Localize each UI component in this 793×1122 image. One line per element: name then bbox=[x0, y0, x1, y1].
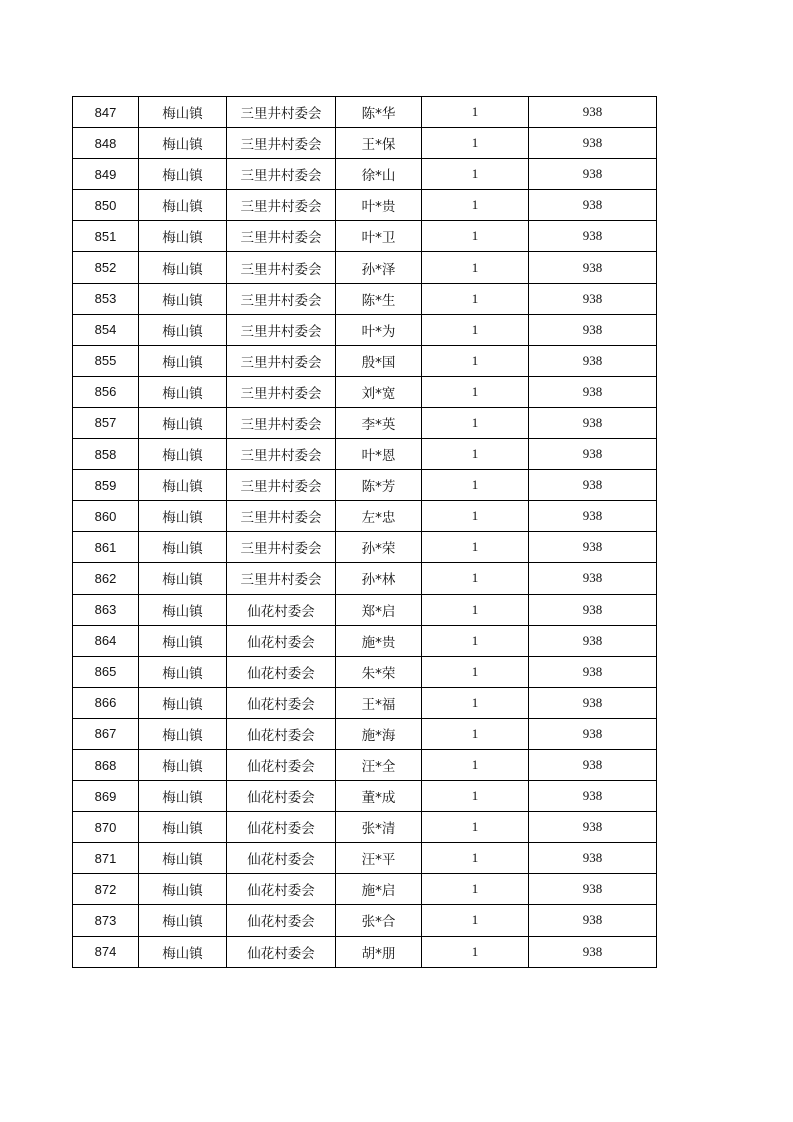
row-number-cell: 853 bbox=[73, 283, 139, 314]
table-row bbox=[73, 687, 657, 718]
row-number-cell: 854 bbox=[73, 314, 139, 345]
person-name-cell: 孙*林 bbox=[336, 563, 422, 594]
village-committee-cell: 仙花村委会 bbox=[227, 936, 336, 967]
person-name-cell: 陈*生 bbox=[336, 283, 422, 314]
person-name-cell: 胡*朋 bbox=[336, 936, 422, 967]
town-cell: 梅山镇 bbox=[139, 439, 227, 470]
table-row bbox=[73, 749, 657, 780]
town-cell: 梅山镇 bbox=[139, 812, 227, 843]
village-committee-cell: 仙花村委会 bbox=[227, 656, 336, 687]
table-row bbox=[73, 625, 657, 656]
row-number-cell: 866 bbox=[73, 687, 139, 718]
town-cell: 梅山镇 bbox=[139, 97, 227, 128]
count-cell: 1 bbox=[422, 252, 529, 283]
count-cell: 1 bbox=[422, 594, 529, 625]
amount-cell: 938 bbox=[529, 439, 657, 470]
count-cell: 1 bbox=[422, 190, 529, 221]
person-name-cell: 叶*恩 bbox=[336, 439, 422, 470]
village-committee-cell: 三里井村委会 bbox=[227, 376, 336, 407]
table-row bbox=[73, 905, 657, 936]
count-cell: 1 bbox=[422, 781, 529, 812]
person-name-cell: 郑*启 bbox=[336, 594, 422, 625]
person-name-cell: 左*忠 bbox=[336, 501, 422, 532]
count-cell: 1 bbox=[422, 749, 529, 780]
amount-cell: 938 bbox=[529, 781, 657, 812]
amount-cell: 938 bbox=[529, 936, 657, 967]
village-committee-cell: 三里井村委会 bbox=[227, 252, 336, 283]
village-committee-cell: 三里井村委会 bbox=[227, 283, 336, 314]
count-cell: 1 bbox=[422, 128, 529, 159]
amount-cell: 938 bbox=[529, 718, 657, 749]
count-cell: 1 bbox=[422, 407, 529, 438]
town-cell: 梅山镇 bbox=[139, 159, 227, 190]
count-cell: 1 bbox=[422, 159, 529, 190]
amount-cell: 938 bbox=[529, 563, 657, 594]
table-row bbox=[73, 314, 657, 345]
count-cell: 1 bbox=[422, 656, 529, 687]
village-committee-cell: 仙花村委会 bbox=[227, 843, 336, 874]
village-committee-cell: 三里井村委会 bbox=[227, 128, 336, 159]
village-committee-cell: 仙花村委会 bbox=[227, 905, 336, 936]
table-row bbox=[73, 532, 657, 563]
row-number-cell: 851 bbox=[73, 221, 139, 252]
town-cell: 梅山镇 bbox=[139, 128, 227, 159]
count-cell: 1 bbox=[422, 563, 529, 594]
table-row bbox=[73, 656, 657, 687]
row-number-cell: 863 bbox=[73, 594, 139, 625]
town-cell: 梅山镇 bbox=[139, 936, 227, 967]
count-cell: 1 bbox=[422, 718, 529, 749]
count-cell: 1 bbox=[422, 625, 529, 656]
table-row bbox=[73, 470, 657, 501]
row-number-cell: 862 bbox=[73, 563, 139, 594]
table-row bbox=[73, 97, 657, 128]
person-name-cell: 施*海 bbox=[336, 718, 422, 749]
table-row bbox=[73, 594, 657, 625]
village-committee-cell: 三里井村委会 bbox=[227, 159, 336, 190]
town-cell: 梅山镇 bbox=[139, 749, 227, 780]
town-cell: 梅山镇 bbox=[139, 563, 227, 594]
row-number-cell: 874 bbox=[73, 936, 139, 967]
row-number-cell: 867 bbox=[73, 718, 139, 749]
town-cell: 梅山镇 bbox=[139, 687, 227, 718]
row-number-cell: 865 bbox=[73, 656, 139, 687]
amount-cell: 938 bbox=[529, 128, 657, 159]
person-name-cell: 朱*荣 bbox=[336, 656, 422, 687]
amount-cell: 938 bbox=[529, 407, 657, 438]
table-row bbox=[73, 159, 657, 190]
count-cell: 1 bbox=[422, 439, 529, 470]
table-row bbox=[73, 563, 657, 594]
amount-cell: 938 bbox=[529, 314, 657, 345]
village-committee-cell: 仙花村委会 bbox=[227, 625, 336, 656]
person-name-cell: 叶*贵 bbox=[336, 190, 422, 221]
amount-cell: 938 bbox=[529, 749, 657, 780]
person-name-cell: 汪*平 bbox=[336, 843, 422, 874]
town-cell: 梅山镇 bbox=[139, 283, 227, 314]
row-number-cell: 849 bbox=[73, 159, 139, 190]
table-row bbox=[73, 190, 657, 221]
row-number-cell: 869 bbox=[73, 781, 139, 812]
amount-cell: 938 bbox=[529, 687, 657, 718]
row-number-cell: 850 bbox=[73, 190, 139, 221]
amount-cell: 938 bbox=[529, 812, 657, 843]
person-name-cell: 徐*山 bbox=[336, 159, 422, 190]
count-cell: 1 bbox=[422, 376, 529, 407]
village-committee-cell: 三里井村委会 bbox=[227, 439, 336, 470]
village-committee-cell: 三里井村委会 bbox=[227, 532, 336, 563]
person-name-cell: 王*保 bbox=[336, 128, 422, 159]
town-cell: 梅山镇 bbox=[139, 625, 227, 656]
table-row bbox=[73, 252, 657, 283]
row-number-cell: 870 bbox=[73, 812, 139, 843]
village-committee-cell: 三里井村委会 bbox=[227, 345, 336, 376]
table-row bbox=[73, 501, 657, 532]
town-cell: 梅山镇 bbox=[139, 874, 227, 905]
village-committee-cell: 三里井村委会 bbox=[227, 314, 336, 345]
person-name-cell: 陈*芳 bbox=[336, 470, 422, 501]
row-number-cell: 871 bbox=[73, 843, 139, 874]
village-committee-cell: 仙花村委会 bbox=[227, 718, 336, 749]
person-name-cell: 孙*泽 bbox=[336, 252, 422, 283]
amount-cell: 938 bbox=[529, 874, 657, 905]
table-body bbox=[73, 97, 657, 968]
town-cell: 梅山镇 bbox=[139, 905, 227, 936]
town-cell: 梅山镇 bbox=[139, 345, 227, 376]
count-cell: 1 bbox=[422, 812, 529, 843]
person-name-cell: 李*英 bbox=[336, 407, 422, 438]
village-committee-cell: 仙花村委会 bbox=[227, 812, 336, 843]
village-committee-cell: 三里井村委会 bbox=[227, 563, 336, 594]
table-row bbox=[73, 874, 657, 905]
row-number-cell: 872 bbox=[73, 874, 139, 905]
count-cell: 1 bbox=[422, 221, 529, 252]
amount-cell: 938 bbox=[529, 190, 657, 221]
row-number-cell: 868 bbox=[73, 749, 139, 780]
amount-cell: 938 bbox=[529, 594, 657, 625]
table-row bbox=[73, 283, 657, 314]
table-row bbox=[73, 221, 657, 252]
table-row bbox=[73, 718, 657, 749]
count-cell: 1 bbox=[422, 936, 529, 967]
town-cell: 梅山镇 bbox=[139, 470, 227, 501]
village-committee-cell: 三里井村委会 bbox=[227, 470, 336, 501]
table-row bbox=[73, 128, 657, 159]
table-row bbox=[73, 843, 657, 874]
town-cell: 梅山镇 bbox=[139, 656, 227, 687]
beneficiary-table bbox=[72, 96, 657, 968]
row-number-cell: 859 bbox=[73, 470, 139, 501]
row-number-cell: 861 bbox=[73, 532, 139, 563]
village-committee-cell: 仙花村委会 bbox=[227, 874, 336, 905]
village-committee-cell: 仙花村委会 bbox=[227, 781, 336, 812]
row-number-cell: 856 bbox=[73, 376, 139, 407]
row-number-cell: 847 bbox=[73, 97, 139, 128]
row-number-cell: 858 bbox=[73, 439, 139, 470]
person-name-cell: 叶*为 bbox=[336, 314, 422, 345]
village-committee-cell: 仙花村委会 bbox=[227, 687, 336, 718]
row-number-cell: 873 bbox=[73, 905, 139, 936]
row-number-cell: 852 bbox=[73, 252, 139, 283]
count-cell: 1 bbox=[422, 501, 529, 532]
person-name-cell: 孙*荣 bbox=[336, 532, 422, 563]
village-committee-cell: 三里井村委会 bbox=[227, 190, 336, 221]
amount-cell: 938 bbox=[529, 159, 657, 190]
person-name-cell: 张*清 bbox=[336, 812, 422, 843]
person-name-cell: 施*启 bbox=[336, 874, 422, 905]
amount-cell: 938 bbox=[529, 532, 657, 563]
amount-cell: 938 bbox=[529, 97, 657, 128]
village-committee-cell: 三里井村委会 bbox=[227, 501, 336, 532]
table-row bbox=[73, 781, 657, 812]
count-cell: 1 bbox=[422, 283, 529, 314]
amount-cell: 938 bbox=[529, 283, 657, 314]
row-number-cell: 860 bbox=[73, 501, 139, 532]
table-row bbox=[73, 439, 657, 470]
count-cell: 1 bbox=[422, 345, 529, 376]
count-cell: 1 bbox=[422, 314, 529, 345]
person-name-cell: 陈*华 bbox=[336, 97, 422, 128]
person-name-cell: 施*贵 bbox=[336, 625, 422, 656]
amount-cell: 938 bbox=[529, 345, 657, 376]
town-cell: 梅山镇 bbox=[139, 781, 227, 812]
count-cell: 1 bbox=[422, 843, 529, 874]
count-cell: 1 bbox=[422, 532, 529, 563]
count-cell: 1 bbox=[422, 97, 529, 128]
person-name-cell: 董*成 bbox=[336, 781, 422, 812]
amount-cell: 938 bbox=[529, 625, 657, 656]
village-committee-cell: 三里井村委会 bbox=[227, 407, 336, 438]
table-row bbox=[73, 936, 657, 967]
village-committee-cell: 三里井村委会 bbox=[227, 97, 336, 128]
amount-cell: 938 bbox=[529, 656, 657, 687]
count-cell: 1 bbox=[422, 687, 529, 718]
person-name-cell: 汪*全 bbox=[336, 749, 422, 780]
amount-cell: 938 bbox=[529, 221, 657, 252]
town-cell: 梅山镇 bbox=[139, 221, 227, 252]
amount-cell: 938 bbox=[529, 470, 657, 501]
person-name-cell: 殷*国 bbox=[336, 345, 422, 376]
amount-cell: 938 bbox=[529, 905, 657, 936]
row-number-cell: 848 bbox=[73, 128, 139, 159]
village-committee-cell: 仙花村委会 bbox=[227, 594, 336, 625]
town-cell: 梅山镇 bbox=[139, 532, 227, 563]
row-number-cell: 857 bbox=[73, 407, 139, 438]
amount-cell: 938 bbox=[529, 252, 657, 283]
town-cell: 梅山镇 bbox=[139, 718, 227, 749]
table-row bbox=[73, 376, 657, 407]
table-row bbox=[73, 407, 657, 438]
town-cell: 梅山镇 bbox=[139, 252, 227, 283]
table-row bbox=[73, 345, 657, 376]
amount-cell: 938 bbox=[529, 376, 657, 407]
count-cell: 1 bbox=[422, 470, 529, 501]
town-cell: 梅山镇 bbox=[139, 190, 227, 221]
row-number-cell: 855 bbox=[73, 345, 139, 376]
town-cell: 梅山镇 bbox=[139, 376, 227, 407]
town-cell: 梅山镇 bbox=[139, 407, 227, 438]
person-name-cell: 王*福 bbox=[336, 687, 422, 718]
town-cell: 梅山镇 bbox=[139, 594, 227, 625]
amount-cell: 938 bbox=[529, 843, 657, 874]
town-cell: 梅山镇 bbox=[139, 501, 227, 532]
village-committee-cell: 三里井村委会 bbox=[227, 221, 336, 252]
town-cell: 梅山镇 bbox=[139, 843, 227, 874]
table-row bbox=[73, 812, 657, 843]
town-cell: 梅山镇 bbox=[139, 314, 227, 345]
count-cell: 1 bbox=[422, 905, 529, 936]
amount-cell: 938 bbox=[529, 501, 657, 532]
person-name-cell: 张*合 bbox=[336, 905, 422, 936]
village-committee-cell: 仙花村委会 bbox=[227, 749, 336, 780]
row-number-cell: 864 bbox=[73, 625, 139, 656]
person-name-cell: 叶*卫 bbox=[336, 221, 422, 252]
person-name-cell: 刘*宽 bbox=[336, 376, 422, 407]
count-cell: 1 bbox=[422, 874, 529, 905]
